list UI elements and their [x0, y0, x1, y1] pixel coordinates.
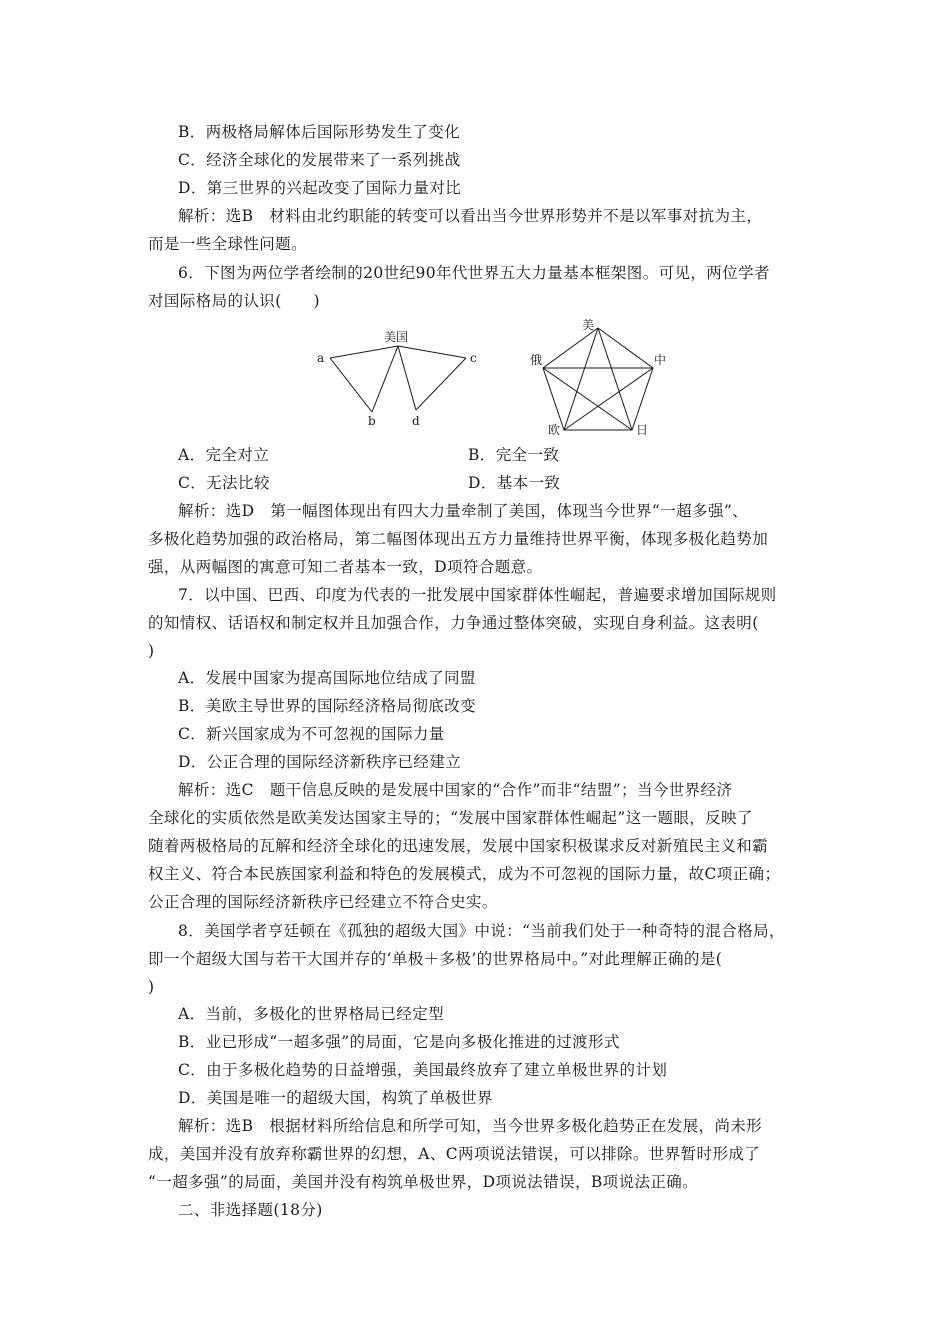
q8-option-a: A．当前，多极化的世界格局已经定型	[178, 1005, 444, 1023]
figure-one-edge	[330, 346, 398, 358]
figure-two-diagonal	[598, 328, 632, 430]
figure-two-node-label: 欧	[548, 423, 561, 437]
q7-stem-line: 7．以中国、巴西、印度为代表的一批发展中国家群体性崛起，普遍要求增加国际规则	[178, 586, 777, 604]
q7-analysis-line: 权主义、符合本民族国家利益和特色的发展模式，成为不可忽视的国际力量，故C项正确；	[148, 865, 781, 883]
q8-option-d: D．美国是唯一的超级大国，构筑了单极世界	[178, 1089, 493, 1107]
q7-option-b: B．美欧主导世界的国际经济格局彻底改变	[178, 697, 476, 715]
q6-option-b: B．完全一致	[468, 446, 560, 464]
q7-stem-line: )	[148, 642, 155, 660]
q8-option-c: C．由于多极化趋势的日益增强，美国最终放弃了建立单极世界的计划	[178, 1061, 668, 1079]
q6-stem-line: 6．下图为两位学者绘制的20世纪90年代世界五大力量基本框架图。可见，两位学者	[178, 264, 770, 282]
q6-option-c: C．无法比较	[178, 474, 270, 492]
power-framework-figures	[300, 316, 680, 440]
q7-option-c: C．新兴国家成为不可忽视的国际力量	[178, 725, 445, 743]
figure-one-edge	[330, 358, 372, 412]
q8-analysis-line: 成，美国并没有放弃称霸世界的幻想，A、C两项说法错误，可以排除。世界暂时形成了	[148, 1145, 761, 1163]
figure-one-node-label: a	[317, 351, 325, 365]
q5-option-b: B．两极格局解体后国际形势发生了变化	[178, 123, 461, 141]
figure-two-node-label: 中	[654, 353, 667, 367]
figure-two-node-label: 俄	[530, 353, 543, 367]
section-two-heading: 二、非选择题(18分)	[178, 1201, 323, 1219]
q6-stem-line: 对国际格局的认识( )	[148, 292, 320, 310]
q5-analysis-line: 而是一些全球性问题。	[148, 235, 308, 253]
q6-analysis-line: 多极化趋势加强的政治格局，第二幅图体现出五方力量维持世界平衡，体现多极化趋势加	[148, 530, 769, 548]
q8-stem-line: )	[148, 978, 155, 996]
q7-analysis-line: 解析：选C 题干信息反映的是发展中国家的“合作”而非“结盟”；当今世界经济	[178, 781, 733, 799]
figure-one-edge	[416, 358, 466, 410]
q8-option-b: B．业已形成“一超多强”的局面，它是向多极化推进的过渡形式	[178, 1033, 620, 1051]
figure-one-node-label: b	[368, 414, 376, 428]
figure-one-node-label: c	[470, 351, 477, 365]
power-framework-svg	[300, 316, 680, 440]
q7-option-a: A．发展中国家为提高国际地位结成了同盟	[178, 669, 476, 687]
q6-option-a: A．完全对立	[178, 446, 270, 464]
q5-option-c: C．经济全球化的发展带来了一系列挑战	[178, 151, 461, 169]
figure-one-node-label: d	[412, 414, 420, 428]
q6-analysis-line: 强，从两幅图的寓意可知二者基本一致，D项符合题意。	[148, 558, 543, 576]
q7-analysis-line: 公正合理的国际经济新秩序已经建立不符合史实。	[148, 893, 498, 911]
q8-analysis-line: “一超多强”的局面，美国并没有构筑单极世界，D项说法错误，B项说法正确。	[148, 1173, 699, 1191]
q6-analysis-line: 解析：选D 第一幅图体现出有四大力量牵制了美国，体现当今世界“一超多强”、	[178, 502, 749, 520]
figure-one-edge	[372, 346, 398, 412]
figure-two-diagonal	[564, 368, 653, 430]
q8-analysis-line: 解析：选B 根据材料所给信息和所学可知，当今世界多极化趋势正在发展，尚未形	[178, 1117, 763, 1135]
q7-option-d: D．公正合理的国际经济新秩序已经建立	[178, 753, 462, 771]
figure-two-diagonal	[564, 328, 598, 430]
figure-one-usa-star	[330, 346, 466, 412]
figure-one-top-label: 美国	[384, 330, 409, 344]
figure-two-node-label: 日	[636, 423, 649, 437]
figure-two-pentagon-star	[543, 328, 653, 430]
figure-two-node-label: 美	[582, 318, 595, 332]
figure-one-edge	[398, 346, 416, 410]
q8-stem-line: 8．美国学者亨廷顿在《孤独的超级大国》中说：“当前我们处于一种奇特的混合格局，	[178, 922, 785, 940]
q7-analysis-line: 全球化的实质依然是欧美发达国家主导的；“发展中国家群体性崛起”这一题眼，反映了	[148, 809, 753, 827]
q5-analysis-line: 解析：选B 材料由北约职能的转变可以看出当今世界形势并不是以军事对抗为主，	[178, 207, 763, 225]
q7-analysis-line: 随着两极格局的瓦解和经济全球化的迅速发展，发展中国家积极谋求反对新殖民主义和霸	[148, 837, 769, 855]
q5-option-d: D．第三世界的兴起改变了国际力量对比	[178, 179, 462, 197]
figure-one-edge	[398, 346, 466, 358]
q6-option-d: D．基本一致	[468, 474, 561, 492]
q8-stem-line: 即一个超级大国与若干大国并存的‘单极＋多极’的世界格局中。”对此理解正确的是(	[148, 950, 723, 968]
figure-two-diagonal	[543, 368, 632, 430]
q7-stem-line: 的知情权、话语权和制定权并且加强合作，力争通过整体突破，实现自身利益。这表明(	[148, 614, 759, 632]
